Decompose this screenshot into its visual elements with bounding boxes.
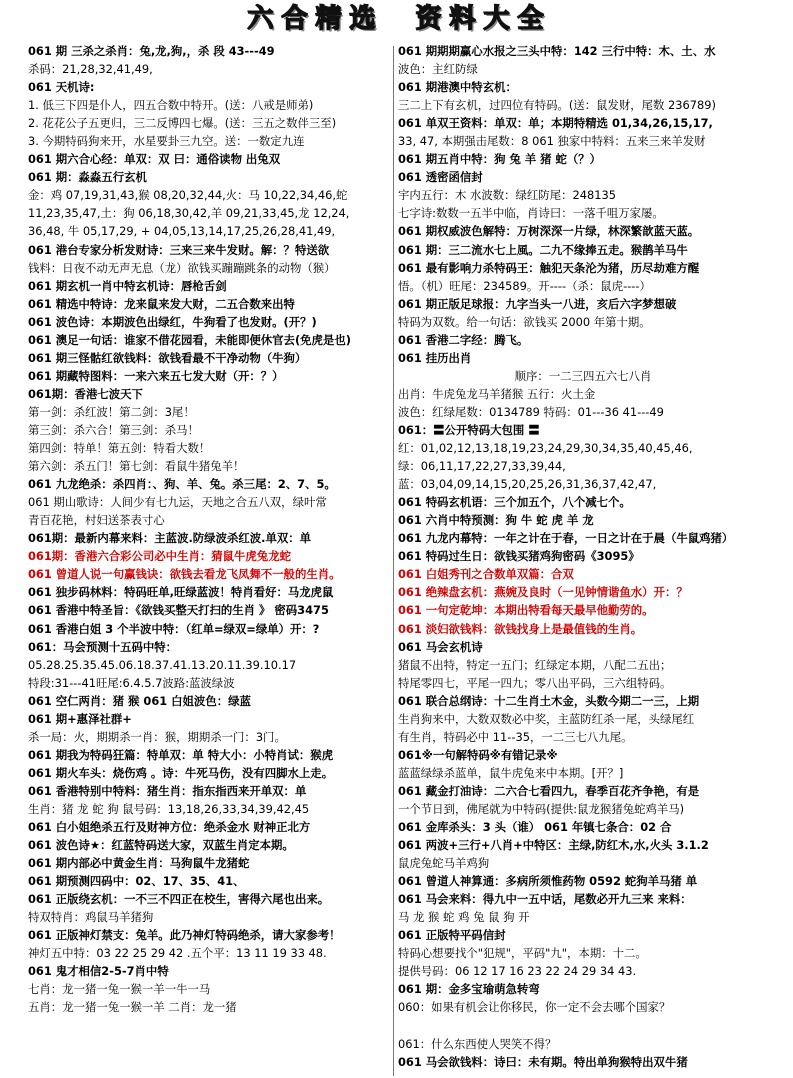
section-heading-line: 061 金库杀头：3 头（谁） 061 年镇七条合：02 合 — [398, 820, 672, 835]
section-heading-line: 061 香港特别中特料：猪生肖：指东指西来开单双：单 — [28, 783, 307, 798]
text-line — [398, 1017, 768, 1035]
section-heading-line: 061 曾道人说一句赢钱诀：欲钱去看龙飞凤舞不一般的生肖。 — [28, 567, 341, 582]
section-heading-line: 061 正版神灯禁支：兔羊。此乃神灯特码绝杀，请大家参考！ — [28, 928, 341, 943]
section-heading-line: 061 透密函信封 — [398, 170, 483, 185]
section-heading-line: 061 曾道人神算通：多病所须惟药物 0592 蛇狗羊马猪 单 — [398, 874, 698, 889]
text-line: 特码为双数。给一句话：欲钱买 2000 年第十期。 — [398, 314, 651, 329]
title-char: 料 — [449, 4, 478, 34]
text-line: 宇内五行：木 水波数：绿红防尾：248135 — [398, 188, 616, 203]
title-char: 选 — [349, 4, 378, 34]
section-heading-line: 061 波色诗★：红蓝特码送大家，双蓝生肖定本期。 — [28, 838, 294, 853]
section-heading-line: 061 期六合心经：单双：双 曰：通俗读物 出兔双 — [28, 152, 281, 167]
right-column — [398, 42, 768, 1076]
section-heading-line: 061 一句定乾坤：本期出特看每天最早他勤劳的。 — [398, 603, 654, 618]
section-heading-line: 061 九龙绝杀：杀四肖：、狗、羊、兔。杀三尾：2、7、5。 — [28, 477, 336, 492]
section-heading-line: 061 期我为特码狂篇：特单双：单 特大小：小特肖试：猴虎 — [28, 747, 334, 762]
text-line: 七肖：龙一猪一兔一猴一羊一牛一马 — [28, 982, 211, 997]
section-heading-line: 061 空仁两肖：猪 猴 061 白姐波色：绿蓝 — [28, 693, 251, 708]
section-heading-line: 061 澳足一句话：谁家不借花园看，未能即便休官去(免虎是也) — [28, 332, 351, 347]
text-line: 061 期山歌诗：人间少有七九运，天地之合五八双，绿叶常 — [28, 495, 327, 510]
section-heading-line: 061 马会玄机诗 — [398, 639, 483, 654]
section-heading-line: 061 淡妇欲钱料：欲钱找身上是最值钱的生肖。 — [398, 621, 643, 636]
section-heading-line: 061 期内部必中黄金生肖：马狗鼠牛龙猪蛇 — [28, 856, 250, 871]
section-heading-line: 061 两波+三行+八肖+中特区：主绿,防红木,水,火头 3.1.2 — [398, 838, 709, 853]
text-line: 七字诗:数数一五半中临，肖诗曰：一落千咀万家屡。 — [398, 206, 664, 221]
text-line: 一个节日到，佛尾就为中特码(提供:鼠龙猴猪兔蛇鸡羊马) — [398, 801, 685, 816]
text-line: 有生肖，特码必中 11--35，一二三七八九尾。 — [398, 729, 633, 744]
section-heading-line: 061期：最新内幕来料：主蓝波.防绿波杀红波.单双：单 — [28, 531, 312, 546]
text-line: 蓝：03,04,09,14,15,20,25,26,31,36,37,42,47, — [398, 477, 657, 492]
text-line: 青百花艳，村妇送茶表寸心 — [28, 513, 165, 528]
section-heading-line: 061 正版特平码信封 — [398, 928, 506, 943]
page-title — [0, 0, 793, 38]
section-heading-line: 061 马会欲钱料：诗曰：未有期。特出单狗猴特出双牛猪 — [398, 1054, 688, 1069]
title-char: 大 — [483, 4, 512, 34]
section-heading-line: 061 藏金打油诗：二六合七看四九，春季百花齐争艳，有是 — [398, 783, 700, 798]
section-heading-line: 061 香港中特圣旨：《欲钱买整天打扫的生肖 》 密码3475 — [28, 603, 329, 618]
text-line: 猪鼠不出特，特定一五门；红绿定本期，八配二五出； — [398, 657, 672, 672]
title-char: 全 — [517, 4, 546, 34]
text-line: 杀一局：火，期期杀一肖：猴，期期杀一门：3门。 — [28, 729, 286, 744]
text-line: 特双特肖：鸡鼠马羊猪狗 — [28, 910, 154, 925]
section-heading-line: 061：马会预测十五码中特： — [28, 639, 178, 654]
text-line: 第四剑：特单！第五剑：特看大数！ — [28, 441, 211, 456]
section-heading-line: 061 期藏特图料：一来六来五七发大财（开：？） — [28, 368, 284, 383]
text-line: 3. 今期特码狗来开，水星要卦三九空。送：一数定九连 — [28, 134, 305, 149]
section-heading-line: 061 六肖中特预测：狗 牛 蛇 虎 羊 龙 — [398, 513, 594, 528]
section-heading-line: 061 香港二字经：腾飞。 — [398, 332, 529, 347]
text-line: 061：什么东西使人哭笑不得？ — [398, 1036, 557, 1051]
section-heading-line: 061 白小姐绝杀五行及财神方位：绝杀金水 财神正北方 — [28, 820, 311, 835]
text-line: 波色：红绿尾数：0134789 特码：01---36 41---49 — [398, 404, 664, 419]
section-heading-line: 061 白姐秀刊之合数单双篇：合双 — [398, 567, 574, 582]
section-heading-line: 061 期三怪骷红欲钱料：欲钱看最不干净动物（牛狗） — [28, 350, 307, 365]
title-char: 资 — [415, 4, 444, 34]
text-line: 特段:31---41旺尾:6.4.5.7波路:蓝波绿波 — [28, 675, 235, 690]
text-line: 05.28.25.35.45.06.18.37.41.13.20.11.39.10.17 — [28, 657, 297, 672]
section-heading-line: 061※一句解特码※有错记录※ — [398, 747, 558, 762]
section-heading-line: 061 期正版足球报：九字当头一八进，亥后六字梦想破 — [398, 296, 677, 311]
text-line: 红：01,02,12,13,18,19,23,24,29,30,34,35,40,45,46, — [398, 441, 693, 456]
title-char: 精 — [315, 4, 344, 34]
section-heading-line: 061 联合总纲诗：十二生肖土木金，头数今期二一三，上期 — [398, 693, 700, 708]
text-line: 11,23,35,47,土：狗 06,18,30,42,羊 09,21,33,45,龙 12,24, — [28, 206, 350, 221]
section-heading-line: 061 精选中特诗：龙来鼠来发大财，二五合数来出特 — [28, 296, 295, 311]
section-heading-line: 061 期五肖中特：狗 兔 羊 猪 蛇（？） — [398, 152, 602, 167]
left-column — [28, 42, 390, 1076]
section-heading-line: 061 挂历出肖 — [398, 350, 472, 365]
section-heading-line: 061 期期期赢心水报之三头中特：142 三行中特：木、土、水 — [398, 44, 716, 58]
text-line: 第三剑：杀六合！第三剑：杀马！ — [28, 422, 199, 437]
section-heading-line: 061 单双王资料：单双：单；本期特精选 01,34,26,15,17, — [398, 116, 713, 131]
section-heading-line: 061 天机诗: — [28, 80, 95, 95]
section-heading-line: 061 正版绕玄机：一不三不四正在校生，害得六尾也出来。 — [28, 892, 330, 907]
section-heading-line: 061 期 三杀之杀肖：兔,龙,狗,，杀 段 43---49 — [28, 44, 275, 58]
text-line: 特码心想要找个"犯规"，平码"九"，本期：十二。 — [398, 946, 647, 961]
text-line: 金：鸡 07,19,31,43,猴 08,20,32,44,火：马 10,22,34,46,蛇 — [28, 188, 348, 203]
text-line: 第一剑：杀红波！第二剑：3尾！ — [28, 404, 195, 419]
text-line: 顺序：一二三四五六七八肖 — [514, 368, 652, 383]
section-heading-line: 061 最有影响力杀特码王：触犯天条沦为猪，历尽劫难方醒 — [398, 260, 700, 275]
text-line: 钱料：日夜不动无声无息（龙）欲钱买蹦蹦跳条的动物（猴） — [28, 260, 336, 275]
text-line: 1. 低三下四是仆人，四五合数中特开。(送：八戒是师弟) — [28, 98, 314, 113]
title-char: 六 — [247, 4, 276, 34]
section-heading-line: 061 期：金多宝瑜萌急转弯 — [398, 982, 540, 997]
text-line: 生肖狗来中，大数双数必中奖，主蓝防红杀一尾，头绿尾红 — [398, 711, 695, 726]
section-heading-line: 061 独步码林料：特码旺单,旺绿蓝波！特肖看好：马龙虎鼠 — [28, 585, 334, 600]
title-char: 合 — [281, 4, 310, 34]
text-line: 33, 47, 本期强击尾数：8 061 独家中特料：五来三来羊发财 — [398, 134, 706, 149]
section-heading-line: 061 期火车头：烧伤鸡 。诗：牛死马伤，没有四脚水上走。 — [28, 765, 334, 780]
text-line: 三二上下有玄机，过四位有特码。(送：鼠发财，尾数 236789) — [398, 98, 716, 113]
section-heading-line: 061期：香港七波天下 — [28, 386, 143, 401]
section-heading-line: 061 期预测四码中：02、17、35、41、 — [28, 874, 245, 889]
section-heading-line: 061 港台专家分析发财诗：三来三来牛发财。解：？特送欲 — [28, 242, 330, 257]
text-line: 出肖：牛虎兔龙马羊猪猴 五行：火土金 — [398, 386, 596, 401]
text-line: 神灯五中特：03 22 25 29 42 .五个平：13 11 19 33 48. — [28, 946, 327, 961]
section-heading-line: 061期：香港六合彩公司必中生肖：猜鼠牛虎兔龙蛇 — [28, 549, 291, 564]
text-line: 悟。（机）旺尾：234589。开----（杀：鼠虎----） — [398, 278, 651, 293]
section-heading-line: 061 期权威波色解特：万树深深一片绿，林深繁歆蓝天蓝。 — [398, 224, 700, 239]
section-heading-line: 061 期玄机一肖中特玄机诗：唇枪舌剑 — [28, 278, 227, 293]
section-heading-line: 061 马会来料：得九中一五中话，尾数必开九三来 来料： — [398, 892, 692, 907]
section-heading-line: 061 期：淼淼五行玄机 — [28, 170, 147, 185]
text-line: 蓝蓝绿绿杀蓝单，鼠牛虎兔来中本期。[开？] — [398, 765, 624, 780]
content-columns — [0, 42, 793, 1076]
section-heading-line: 061 期港澳中特玄机： — [398, 80, 517, 95]
text-line: 生肖：猪 龙 蛇 狗 鼠号码：13,18,26,33,34,39,42,45 — [28, 801, 310, 816]
text-line: 杀码：21,28,32,41,49, — [28, 62, 153, 77]
text-line: 五肖：龙一猪一兔一猴一羊 二肖：龙一猪 — [28, 1000, 237, 1015]
text-line: 060：如果有机会让你移民，你一定不会去哪个国家？ — [398, 1000, 671, 1015]
text-line: 特尾零四七，平尾一四九；零八出平码，三六组特码。 — [398, 675, 672, 690]
text-line: 绿：06,11,17,22,27,33,39,44, — [398, 459, 566, 474]
text-line: 提供号码：06 12 17 16 23 22 24 29 34 43. — [398, 964, 637, 979]
section-heading-line: 061 波色诗：本期波色出绿红，牛狗看了也发财。(开？) — [28, 314, 317, 329]
section-heading-line: 061 期+惠泽社群+ — [28, 711, 132, 726]
section-heading-line: 061：〓公开特码大包围 〓 — [398, 422, 540, 437]
text-line: 鼠虎兔蛇马羊鸡狗 — [398, 856, 490, 871]
section-heading-line: 061 鬼才相信2-5-7肖中特 — [28, 964, 169, 979]
text-line: 36,48, 牛 05,17,29, + 04,05,13,14,17,25,26,28,41,49, — [28, 224, 336, 239]
section-heading-line: 061 九龙内幕特：一年之计在于春，一日之计在于晨（牛鼠鸡猪） — [398, 531, 734, 546]
text-line: 第六剑：杀五门！第七剑：看鼠牛猪兔羊！ — [28, 459, 245, 474]
section-heading-line: 061 香港白姐 3 个半波中特：（红单=绿双=绿单）开：? — [28, 621, 320, 636]
section-heading-line: 061 特码过生日：欲钱买猪鸡狗密码《3095》 — [398, 549, 640, 564]
text-line: 波色：主红防绿 — [398, 62, 478, 77]
text-line: 2. 花花公子五更归，三二反博四七爆。(送：三五之数伴三至) — [28, 116, 337, 131]
section-heading-line: 061 绝辣盘玄机：燕婉及良时（一见钟情谐鱼水）开：？ — [398, 585, 688, 600]
section-heading-line: 061 期：三二流水七上風。二九不缘捧五走。猴鹊羊马牛 — [398, 242, 688, 257]
text-line: 马 龙 猴 蛇 鸡 兔 鼠 狗 开 — [398, 910, 530, 925]
section-heading-line: 061 特码玄机语：三个加五个，八个减七个。 — [398, 495, 631, 510]
